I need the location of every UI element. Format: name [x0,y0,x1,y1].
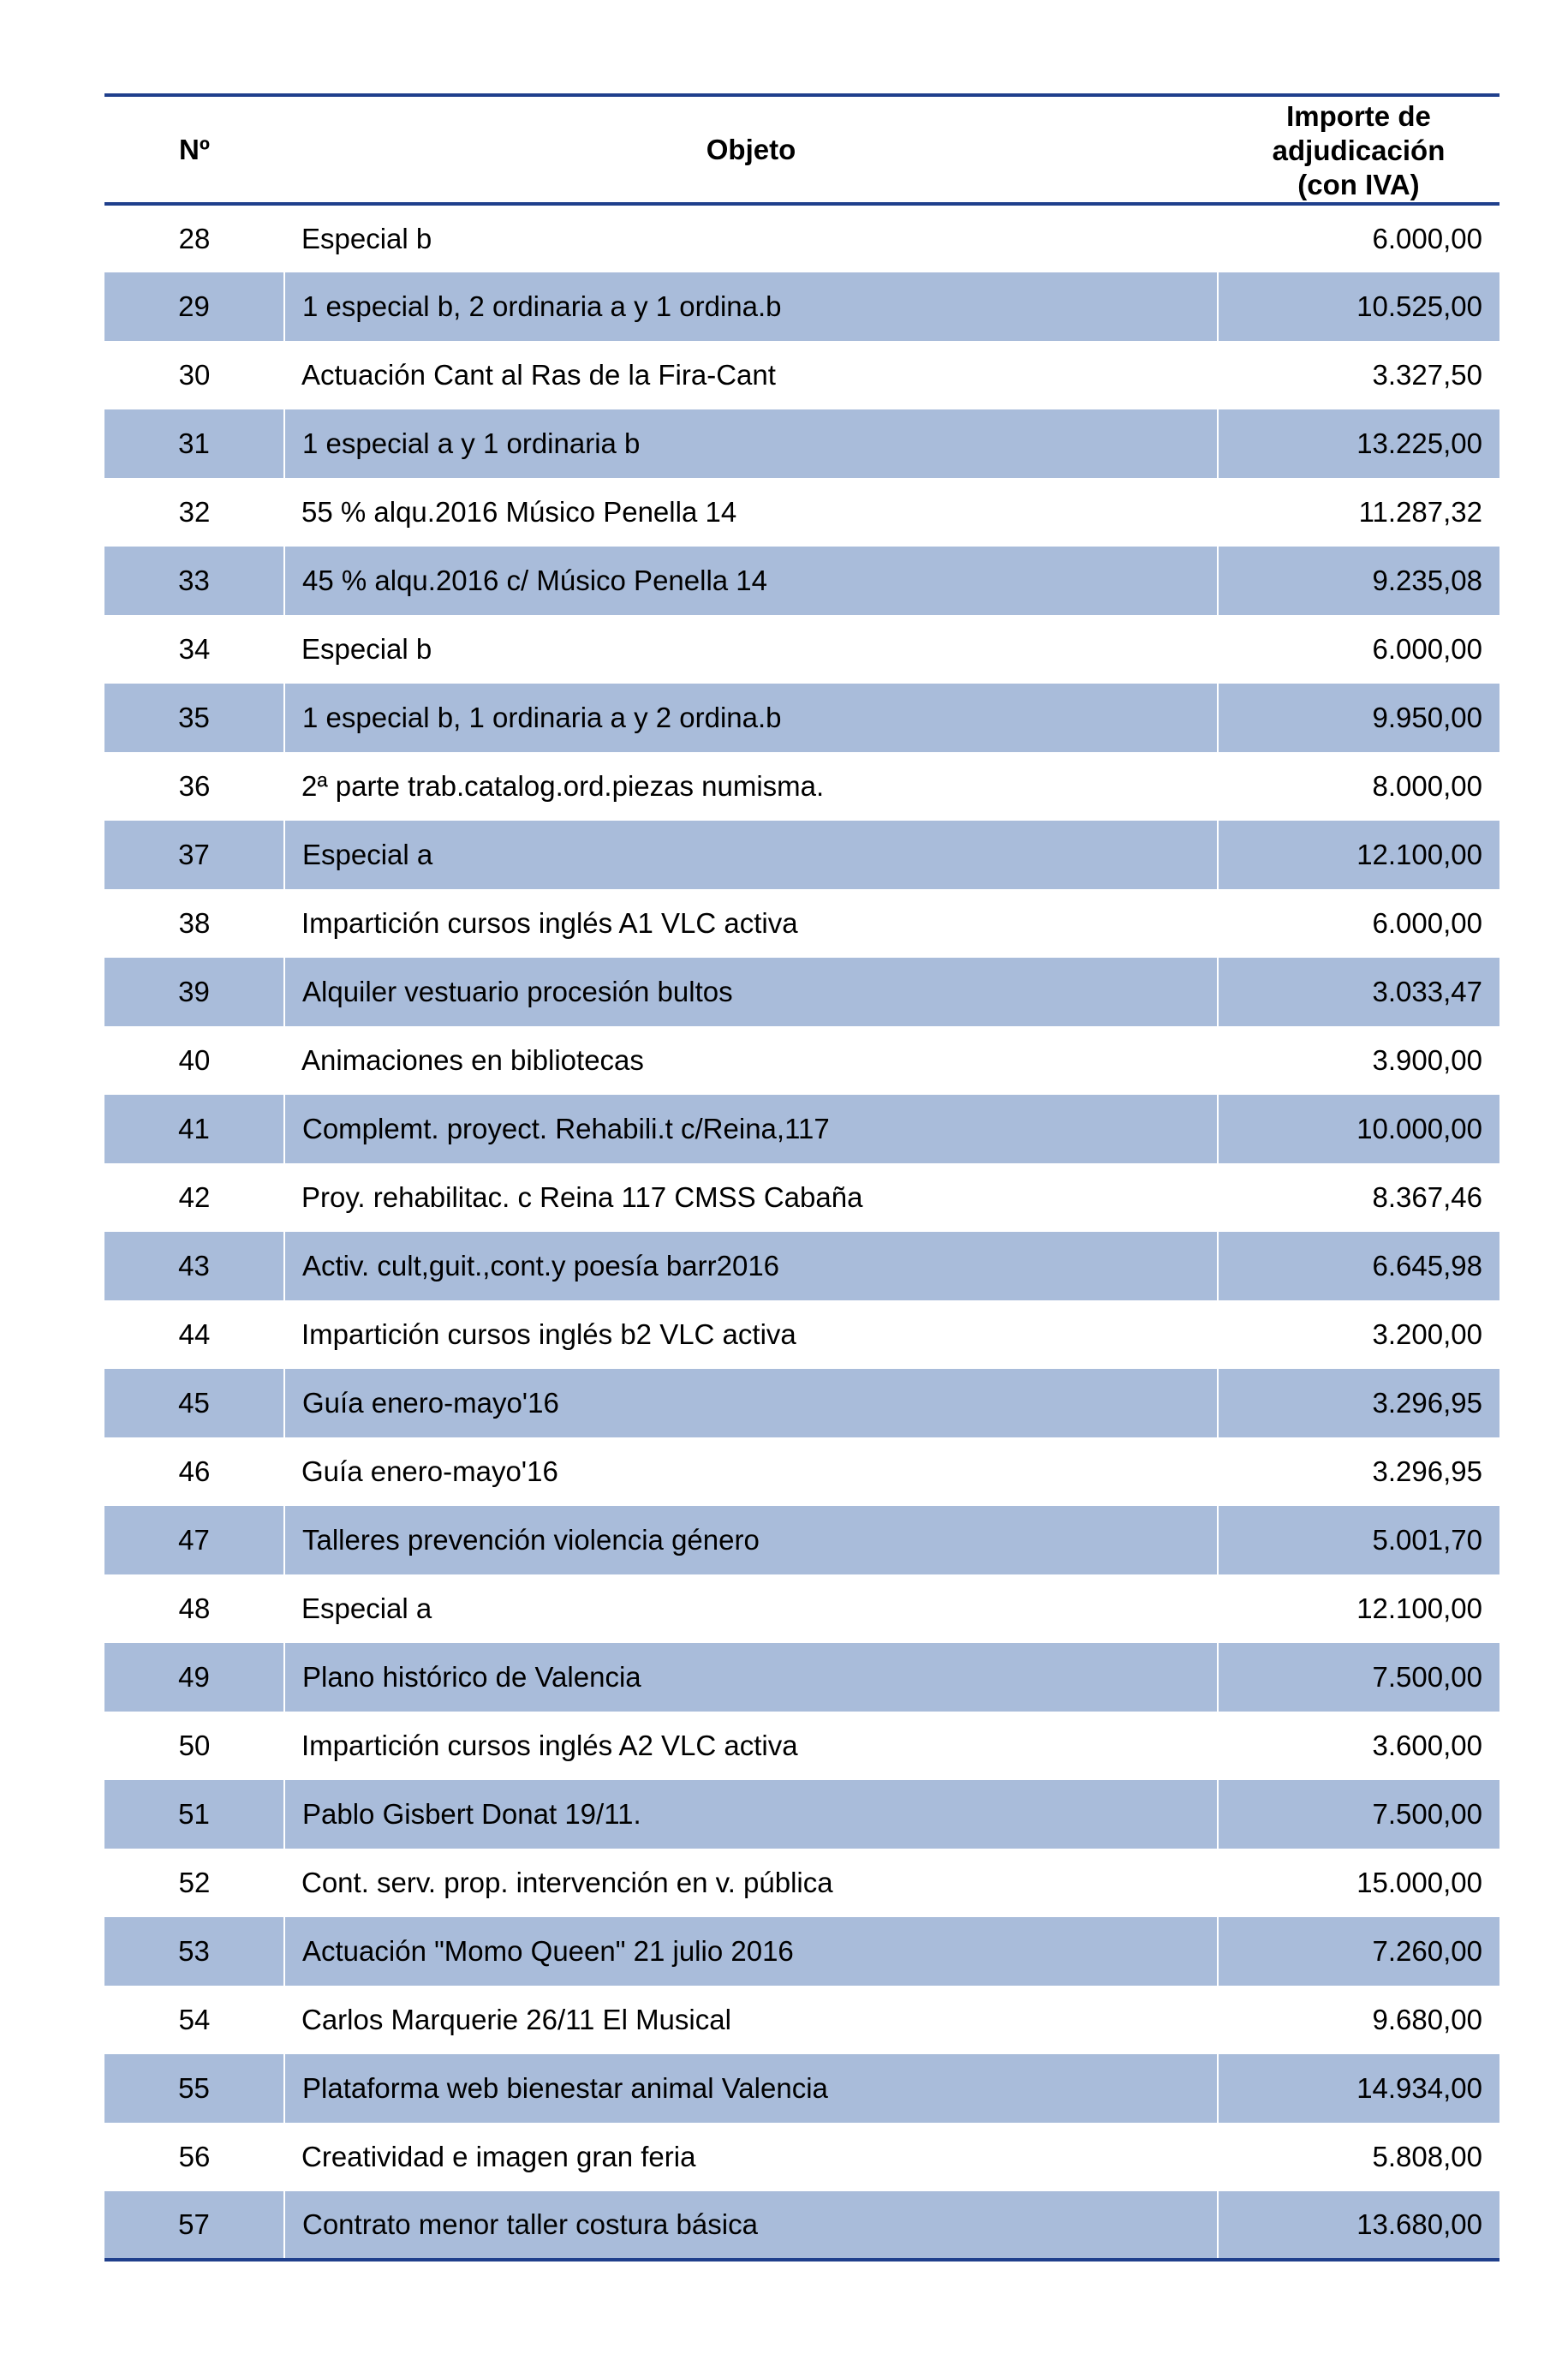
cell-num: 30 [178,359,211,391]
cell-objeto: Talleres prevención violencia género [284,1506,1218,1574]
cell-importe: 9.680,00 [1372,2004,1482,2035]
table-row [104,752,1499,821]
table-row [104,341,1499,409]
cell-num: 39 [104,958,284,1026]
cell-importe: 8.367,46 [1372,1181,1482,1213]
cell-importe: 3.600,00 [1372,1730,1482,1761]
cell-num: 29 [104,272,284,341]
cell-num: 51 [104,1780,284,1849]
cell-objeto: Guía enero-mayo'16 [301,1455,558,1487]
cell-objeto: Creatividad e imagen gran feria [301,2141,696,2172]
table-row [104,1095,1499,1163]
cell-objeto: Animaciones en bibliotecas [301,1044,644,1076]
cell-importe: 6.645,98 [1218,1232,1499,1300]
cell-importe: 9.950,00 [1218,684,1499,752]
cell-objeto: Especial b [301,223,432,254]
cell-importe: 3.327,50 [1372,359,1482,391]
table-row [104,684,1499,752]
cell-importe: 3.033,47 [1218,958,1499,1026]
table-row [104,889,1499,958]
cell-objeto: Cont. serv. prop. intervención en v. pública [301,1867,833,1898]
cell-importe: 3.296,95 [1372,1455,1482,1487]
table-row [104,272,1499,341]
cell-num: 31 [104,409,284,478]
table-row [104,1917,1499,1986]
cell-objeto: Proy. rehabilitac. c Reina 117 CMSS Cabaña [301,1181,863,1213]
cell-num: 33 [104,547,284,615]
cell-num: 47 [104,1506,284,1574]
cell-importe: 14.934,00 [1218,2054,1499,2123]
table-row [104,409,1499,478]
cell-objeto: Impartición cursos inglés A2 VLC activa [301,1730,798,1761]
cell-importe: 9.235,08 [1218,547,1499,615]
cell-num: 50 [178,1730,211,1761]
cell-importe: 13.680,00 [1218,2191,1499,2260]
cell-num: 32 [178,496,211,528]
cell-objeto: Plataforma web bienestar animal Valencia [284,2054,1218,2123]
cell-objeto: Plano histórico de Valencia [284,1643,1218,1712]
cell-objeto: Actuación Cant al Ras de la Fira-Cant [301,359,776,391]
cell-num: 49 [104,1643,284,1712]
table-row [104,204,1499,272]
cell-num: 41 [104,1095,284,1163]
column-header-importe-line-3: (con IVA) [1297,169,1420,200]
cell-objeto: Impartición cursos inglés A1 VLC activa [301,907,798,939]
cell-num: 43 [104,1232,284,1300]
cell-objeto: 1 especial b, 2 ordinaria a y 1 ordina.b [284,272,1218,341]
cell-importe: 3.900,00 [1372,1044,1482,1076]
column-header-importe [1218,95,1499,204]
cell-importe: 3.296,95 [1218,1369,1499,1437]
cell-objeto: Especial a [284,821,1218,889]
table-body [104,204,1499,2260]
cell-objeto: 45 % alqu.2016 c/ Músico Penella 14 [284,547,1218,615]
cell-objeto: Carlos Marquerie 26/11 El Musical [301,2004,731,2035]
table-row [104,1574,1499,1643]
cell-num: 56 [178,2141,211,2172]
cell-num: 36 [178,770,211,802]
cell-num: 35 [104,684,284,752]
table-row [104,1986,1499,2054]
cell-importe: 8.000,00 [1372,770,1482,802]
table-row [104,2191,1499,2260]
cell-objeto: Actuación "Momo Queen" 21 julio 2016 [284,1917,1218,1986]
cell-num: 38 [178,907,211,939]
cell-objeto: Activ. cult,guit.,cont.y poesía barr2016 [284,1232,1218,1300]
table-row [104,615,1499,684]
cell-importe: 12.100,00 [1356,1592,1482,1624]
column-header-importe-line-2: adjudicación [1272,134,1446,166]
table-row [104,1163,1499,1232]
table-row [104,958,1499,1026]
cell-objeto: Guía enero-mayo'16 [284,1369,1218,1437]
table-row [104,1849,1499,1917]
cell-importe: 5.808,00 [1372,2141,1482,2172]
cell-objeto: Alquiler vestuario procesión bultos [284,958,1218,1026]
cell-importe: 7.500,00 [1218,1643,1499,1712]
table-row [104,1232,1499,1300]
table-row [104,547,1499,615]
cell-importe: 5.001,70 [1218,1506,1499,1574]
cell-objeto: Contrato menor taller costura básica [284,2191,1218,2260]
cell-num: 44 [178,1318,211,1350]
column-header-objeto: Objeto [284,95,1218,204]
cell-num: 37 [104,821,284,889]
table-row [104,821,1499,889]
table-row [104,1780,1499,1849]
table-row [104,1643,1499,1712]
cell-importe: 7.260,00 [1218,1917,1499,1986]
cell-importe: 15.000,00 [1356,1867,1482,1898]
cell-num: 46 [178,1455,211,1487]
cell-num: 48 [178,1592,211,1624]
table-row [104,2123,1499,2191]
table-row [104,478,1499,547]
table-header [104,95,1499,204]
cell-importe: 3.200,00 [1372,1318,1482,1350]
cell-importe: 12.100,00 [1218,821,1499,889]
cell-importe: 10.525,00 [1218,272,1499,341]
contracts-table [104,93,1499,2261]
cell-num: 57 [104,2191,284,2260]
cell-importe: 6.000,00 [1372,223,1482,254]
cell-objeto: Pablo Gisbert Donat 19/11. [284,1780,1218,1849]
cell-importe: 13.225,00 [1218,409,1499,478]
cell-num: 53 [104,1917,284,1986]
column-header-importe-line-1: Importe de [1286,100,1431,132]
table-row [104,1300,1499,1369]
column-header-num: Nº [104,95,284,204]
cell-num: 28 [178,223,211,254]
cell-num: 55 [104,2054,284,2123]
cell-num: 54 [178,2004,211,2035]
table-row [104,1712,1499,1780]
cell-num: 42 [178,1181,211,1213]
cell-objeto: Impartición cursos inglés b2 VLC activa [301,1318,796,1350]
cell-importe: 6.000,00 [1372,633,1482,665]
table-row [104,2054,1499,2123]
cell-objeto: Especial b [301,633,432,665]
cell-num: 34 [178,633,211,665]
table-row [104,1369,1499,1437]
cell-objeto: 2ª parte trab.catalog.ord.piezas numisma. [301,770,825,802]
cell-objeto: 1 especial a y 1 ordinaria b [284,409,1218,478]
cell-num: 45 [104,1369,284,1437]
cell-num: 40 [178,1044,211,1076]
cell-num: 52 [178,1867,211,1898]
header-row [104,95,1499,204]
cell-importe: 7.500,00 [1218,1780,1499,1849]
cell-objeto: Complemt. proyect. Rehabili.t c/Reina,117 [284,1095,1218,1163]
table-row [104,1506,1499,1574]
cell-objeto: 1 especial b, 1 ordinaria a y 2 ordina.b [284,684,1218,752]
table-row [104,1437,1499,1506]
cell-objeto: Especial a [301,1592,432,1624]
cell-importe: 6.000,00 [1372,907,1482,939]
table-row [104,1026,1499,1095]
cell-importe: 10.000,00 [1218,1095,1499,1163]
cell-objeto: 55 % alqu.2016 Músico Penella 14 [301,496,737,528]
cell-importe: 11.287,32 [1358,496,1482,528]
